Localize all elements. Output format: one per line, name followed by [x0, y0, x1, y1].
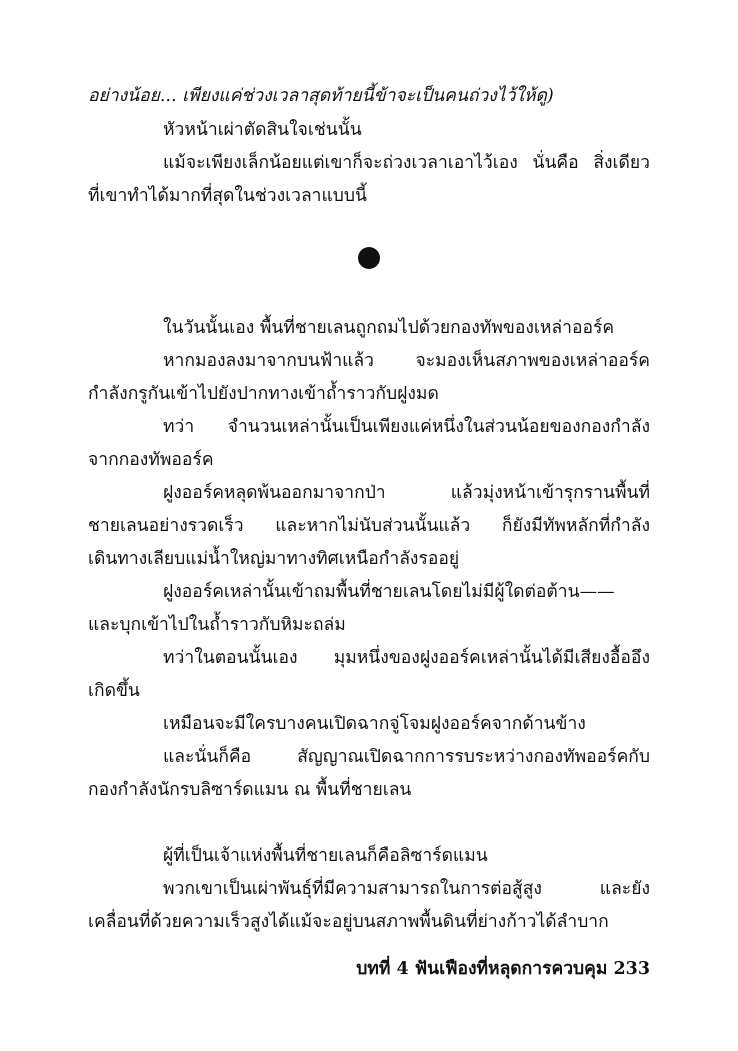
text-line: กำลังกรูกันเข้าไปยังปากทางเข้าถ้ำราวกับฝูงมด [88, 384, 439, 404]
text-line: แม้จะเพียงเล็กน้อยแต่เขาก็จะถ่วงเวลาเอาไว้เอง นั่นคือ สิ่งเดียว [163, 153, 650, 173]
text-line: ทว่า จำนวนเหล่านั้นเป็นเพียงแค่หนึ่งในส่วนน้อยของกองกำลัง [163, 417, 650, 437]
text-line: หากมองลงมาจากบนฟ้าแล้ว จะมองเห็นสภาพของเหล่าออร์ค [163, 351, 650, 371]
text-line: ฝูงออร์คเหล่านั้นเข้าถมพื้นที่ชายเลนโดยไม่มีผู้ใดต่อต้าน—— [163, 582, 615, 602]
text-line: จากกองทัพออร์ค [88, 450, 214, 470]
text-line: เกิดขึ้น [88, 681, 140, 701]
text-line: ทว่าในตอนนั้นเอง มุมหนึ่งของฝูงออร์คเหล่านั้นได้มีเสียงอื้ออึง [163, 648, 650, 668]
text-line: ที่เขาทำได้มากที่สุดในช่วงเวลาแบบนี้ [88, 186, 367, 206]
text-line: เดินทางเลียบแม่น้ำใหญ่มาทางทิศเหนือกำลังรออยู่ [88, 549, 460, 569]
text-line: ผู้ที่เป็นเจ้าแห่งพื้นที่ชายเลนก็คือลิซาร์ดแมน [163, 846, 488, 866]
text-line: หัวหน้าเผ่าตัดสินใจเช่นนั้น [163, 120, 362, 140]
text-line: ฝูงออร์คหลุดพ้นออกมาจากป่า แล้วมุ่งหน้าเข้ารุกรานพื้นที่ [163, 483, 650, 503]
text-line: พวกเขาเป็นเผ่าพันธุ์ที่มีความสามารถในการต่อสู้สูง และยัง [163, 879, 650, 899]
text-line: และบุกเข้าไปในถ้ำราวกับหิมะถล่ม [88, 615, 346, 635]
text-line: ในวันนั้นเอง พื้นที่ชายเลนถูกถมไปด้วยกองทัพของเหล่าออร์ค [163, 318, 615, 338]
section-break-dot [358, 247, 380, 269]
text-line: เหมือนจะมีใครบางคนเปิดฉากจู่โจมฝูงออร์คจากด้านข้าง [163, 714, 586, 734]
text-line: ชายเลนอย่างรวดเร็ว และหากไม่นับส่วนนั้นแล้ว ก็ยังมีทัพหลักที่กำลัง [88, 516, 650, 536]
page-footer: บทที่ 4 ฟันเฟืองที่หลุดการควบคุม 233 [356, 959, 650, 979]
text-line: และนั่นก็คือ สัญญาณเปิดฉากการรบระหว่างกองทัพออร์คกับ [163, 747, 650, 767]
text-line: กองกำลังนักรบลิซาร์ดแมน ณ พื้นที่ชายเลน [88, 780, 412, 800]
text-line: อย่างน้อย... เพียงแค่ช่วงเวลาสุดท้ายนี้ข้าจะเป็นคนถ่วงไว้ให้ดู) [88, 86, 554, 106]
text-line: เคลื่อนที่ด้วยความเร็วสูงได้แม้จะอยู่บนสภาพพื้นดินที่ย่างก้าวได้ลำบาก [88, 912, 609, 932]
